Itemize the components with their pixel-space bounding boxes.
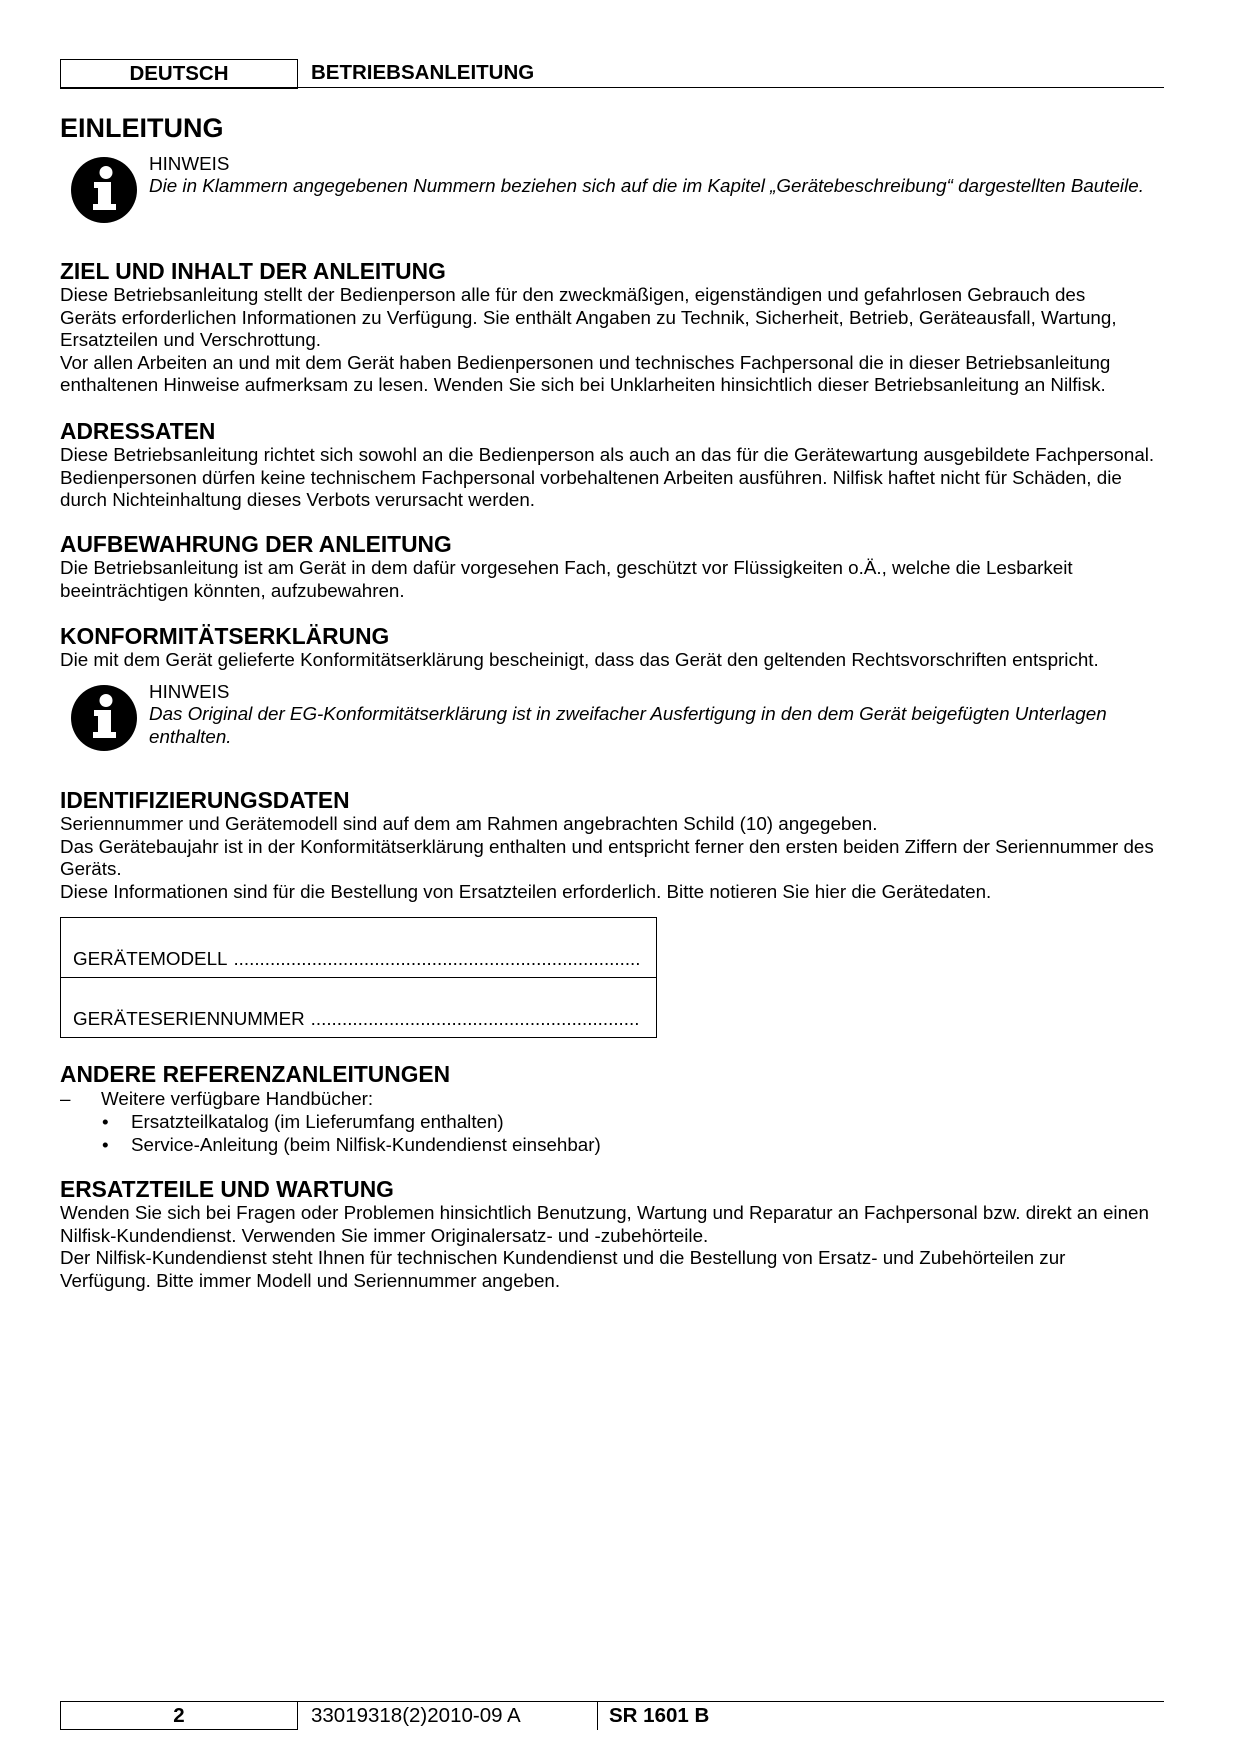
paragraph-line: durch Nichteinhaltung dieses Verbots verursacht werden. (60, 489, 536, 511)
serial-row (61, 978, 656, 1037)
model-label: GERÄTEMODELL (73, 947, 228, 969)
paragraph-line: Diese Betriebsanleitung stellt der Bedienperson alle für den zweckmäßigen, eigenständigen und gefahrlosen Gebrauch des (60, 284, 1086, 305)
section-konformitaet (60, 623, 1170, 672)
list-item (60, 1087, 1170, 1110)
paragraph-line: Seriennummer und Gerätemodell sind auf dem am Rahmen angebrachten Schild (10) angegeben. (60, 813, 878, 834)
paragraph-line: Geräts. (60, 858, 122, 880)
paragraph-line: Die Betriebsanleitung ist am Gerät in dem dafür vorgesehen Fach, geschützt vor Flüssigkeiten o.Ä., welche die Lesbarkeit (60, 557, 1073, 578)
header-language-cell (60, 59, 298, 89)
note-block (149, 153, 1169, 198)
paragraph-line: Bedienpersonen dürfen keine technischem Fachpersonal vorbehaltenen Arbeiten ausführen. Nilfisk haftet nicht für Schäden, die (60, 466, 1122, 488)
paragraph-line: Diese Betriebsanleitung richtet sich sowohl an die Bedienperson als auch an das für die Gerätewartung ausgebildete Fachpersonal. (60, 444, 1155, 465)
serial-dot-leader: ............................................................... (310, 1007, 640, 1029)
section-title: AUFBEWAHRUNG DER ANLEITUNG (60, 531, 452, 557)
footer-doc-number: 33019318(2)2010-09 A (311, 1704, 521, 1727)
paragraph-line: Wenden Sie sich bei Fragen oder Problemen hinsichtlich Benutzung, Wartung und Reparatur an Fachpersonal bzw. direkt an einen (60, 1202, 1149, 1223)
serial-label: GERÄTESERIENNUMMER (73, 1007, 305, 1029)
section-title: KONFORMITÄTSERKLÄRUNG (60, 623, 390, 649)
footer-model: SR 1601 B (609, 1704, 710, 1727)
sub-list-item (60, 1110, 1170, 1133)
section-title: ERSATZTEILE UND WARTUNG (60, 1176, 394, 1202)
note-text: enthalten. (149, 725, 232, 747)
section-ziel (60, 258, 1170, 397)
footer-divider (597, 1701, 598, 1730)
note-label: HINWEIS (149, 152, 230, 174)
note-label: HINWEIS (149, 680, 230, 702)
section-aufbewahrung (60, 531, 1170, 602)
section-ersatzteile (60, 1176, 1170, 1292)
section-title: ANDERE REFERENZANLEITUNGEN (60, 1061, 451, 1087)
paragraph-line: Ersatzteilen und Verschrottung. (60, 329, 322, 351)
section-referenz (60, 1061, 1170, 1156)
header-language: DEUTSCH (129, 62, 229, 85)
paragraph-line: Nilfisk-Kundendienst. Verwenden Sie immer Originalersatz- und -zubehörteile. (60, 1224, 709, 1246)
info-icon (71, 685, 137, 751)
bullet-marker: • (102, 1134, 109, 1155)
bullet-marker: • (102, 1111, 109, 1132)
section-title: ZIEL UND INHALT DER ANLEITUNG (60, 258, 446, 284)
section-title: IDENTIFIZIERUNGSDATEN (60, 787, 350, 813)
info-icon (71, 157, 137, 223)
section-title: ADRESSATEN (60, 418, 216, 444)
dash-marker: – (60, 1088, 71, 1109)
paragraph-line: Die mit dem Gerät gelieferte Konformitätserklärung bescheinigt, dass das Gerät den geltenden Rechtsvorschriften entspricht. (60, 649, 1099, 670)
section-identifizierung (60, 787, 1170, 903)
paragraph-line: Verfügung. Bitte immer Modell und Seriennummer angeben. (60, 1269, 561, 1291)
device-data-form (60, 917, 657, 1038)
model-dot-leader: .............................................................................. (233, 947, 641, 969)
section-adressaten (60, 418, 1170, 512)
paragraph-line: Vor allen Arbeiten an und mit dem Gerät haben Bedienpersonen und technisches Fachpersonal die in dieser Betriebsanleitung (60, 351, 1111, 373)
header-doc-type: BETRIEBSANLEITUNG (311, 61, 535, 84)
footer-page-number: 2 (60, 1701, 298, 1730)
paragraph-line: Diese Informationen sind für die Bestellung von Ersatzteilen erforderlich. Bitte notieren Sie hier die Gerätedaten. (60, 880, 992, 902)
sub-list-item-text: Service-Anleitung (beim Nilfisk-Kundendienst einsehbar) (131, 1134, 601, 1155)
note-block (149, 681, 1169, 749)
header-rule (60, 87, 1164, 88)
note-text: Die in Klammern angegebenen Nummern beziehen sich auf die im Kapitel „Gerätebeschreibung“ dargestellten Bauteile. (149, 175, 1144, 197)
paragraph-line: Geräts erforderlichen Informationen zu Verfügung. Sie enthält Angaben zu Technik, Sicherheit, Betrieb, Geräteausfall, Wartung, (60, 306, 1117, 328)
sub-list-item-text: Ersatzteilkatalog (im Lieferumfang enthalten) (131, 1111, 504, 1132)
section-einleitung (60, 112, 1170, 144)
paragraph-line: enthaltenen Hinweise aufmerksam zu lesen. Wenden Sie sich bei Unklarheiten hinsichtlich dieser Betriebsanleitung an Nilfisk. (60, 374, 1106, 396)
paragraph-line: Das Gerätebaujahr ist in der Konformitätserklärung enthalten und entspricht ferner den ersten beiden Ziffern der Seriennummer des (60, 835, 1154, 857)
note-text: Das Original der EG-Konformitätserklärung ist in zweifacher Ausfertigung in den dem Gerät beigefügten Unterlagen (149, 703, 1107, 725)
section-title: EINLEITUNG (60, 113, 224, 143)
model-row (61, 918, 656, 978)
list-item-text: Weitere verfügbare Handbücher: (101, 1088, 374, 1109)
paragraph-line: Der Nilfisk-Kundendienst steht Ihnen für technischen Kundendienst und die Bestellung von Ersatz- und Zubehörteilen zur (60, 1247, 1066, 1269)
paragraph-line: beeinträchtigen könnten, aufzubewahren. (60, 579, 405, 601)
sub-list-item (60, 1133, 1170, 1156)
